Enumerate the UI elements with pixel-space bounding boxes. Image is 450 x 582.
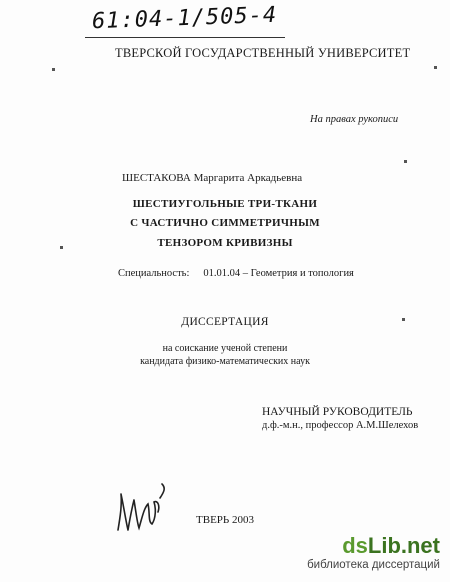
thesis-title-line: ШЕСТИУГОЛЬНЫЕ ТРИ-ТКАНИ [132,198,318,210]
degree-line: кандидата физико-математических наук [140,356,310,367]
dslib-watermark [307,534,440,572]
handwritten-signature [112,478,172,538]
scan-mark [404,160,407,163]
advisor-name: д.ф.-м.н., профессор А.М.Шелехов [262,420,419,431]
catalog-number-underline [85,37,285,38]
city-year: ТВЕРЬ 2003 [196,514,254,526]
specialty-label: Специальность: [118,268,190,279]
document-type: ДИССЕРТАЦИЯ [181,316,269,328]
dslib-logo: dsLib.net [342,533,440,558]
advisor-heading: НАУЧНЫЙ РУКОВОДИТЕЛЬ [262,406,413,418]
university-name: ТВЕРСКОЙ ГОСУДАРСТВЕННЫЙ УНИВЕРСИТЕТ [115,46,411,60]
thesis-title-line: ТЕНЗОРОМ КРИВИЗНЫ [157,237,293,249]
specialty [118,268,354,279]
scan-mark [52,68,55,71]
author-name: ШЕСТАКОВА Маргарита Аркадьевна [122,172,303,184]
catalog-number-handwritten: 61:04-1/505-4 [91,2,278,35]
degree-line: на соискание ученой степени [162,343,288,354]
rights-note: На правах рукописи [310,114,399,125]
specialty-value: 01.01.04 – Геометрия и топология [203,268,354,279]
scan-mark [434,66,437,69]
thesis-title-line: С ЧАСТИЧНО СИММЕТРИЧНЫМ [130,217,320,229]
dslib-subtitle: библиотека диссертаций [307,559,440,571]
